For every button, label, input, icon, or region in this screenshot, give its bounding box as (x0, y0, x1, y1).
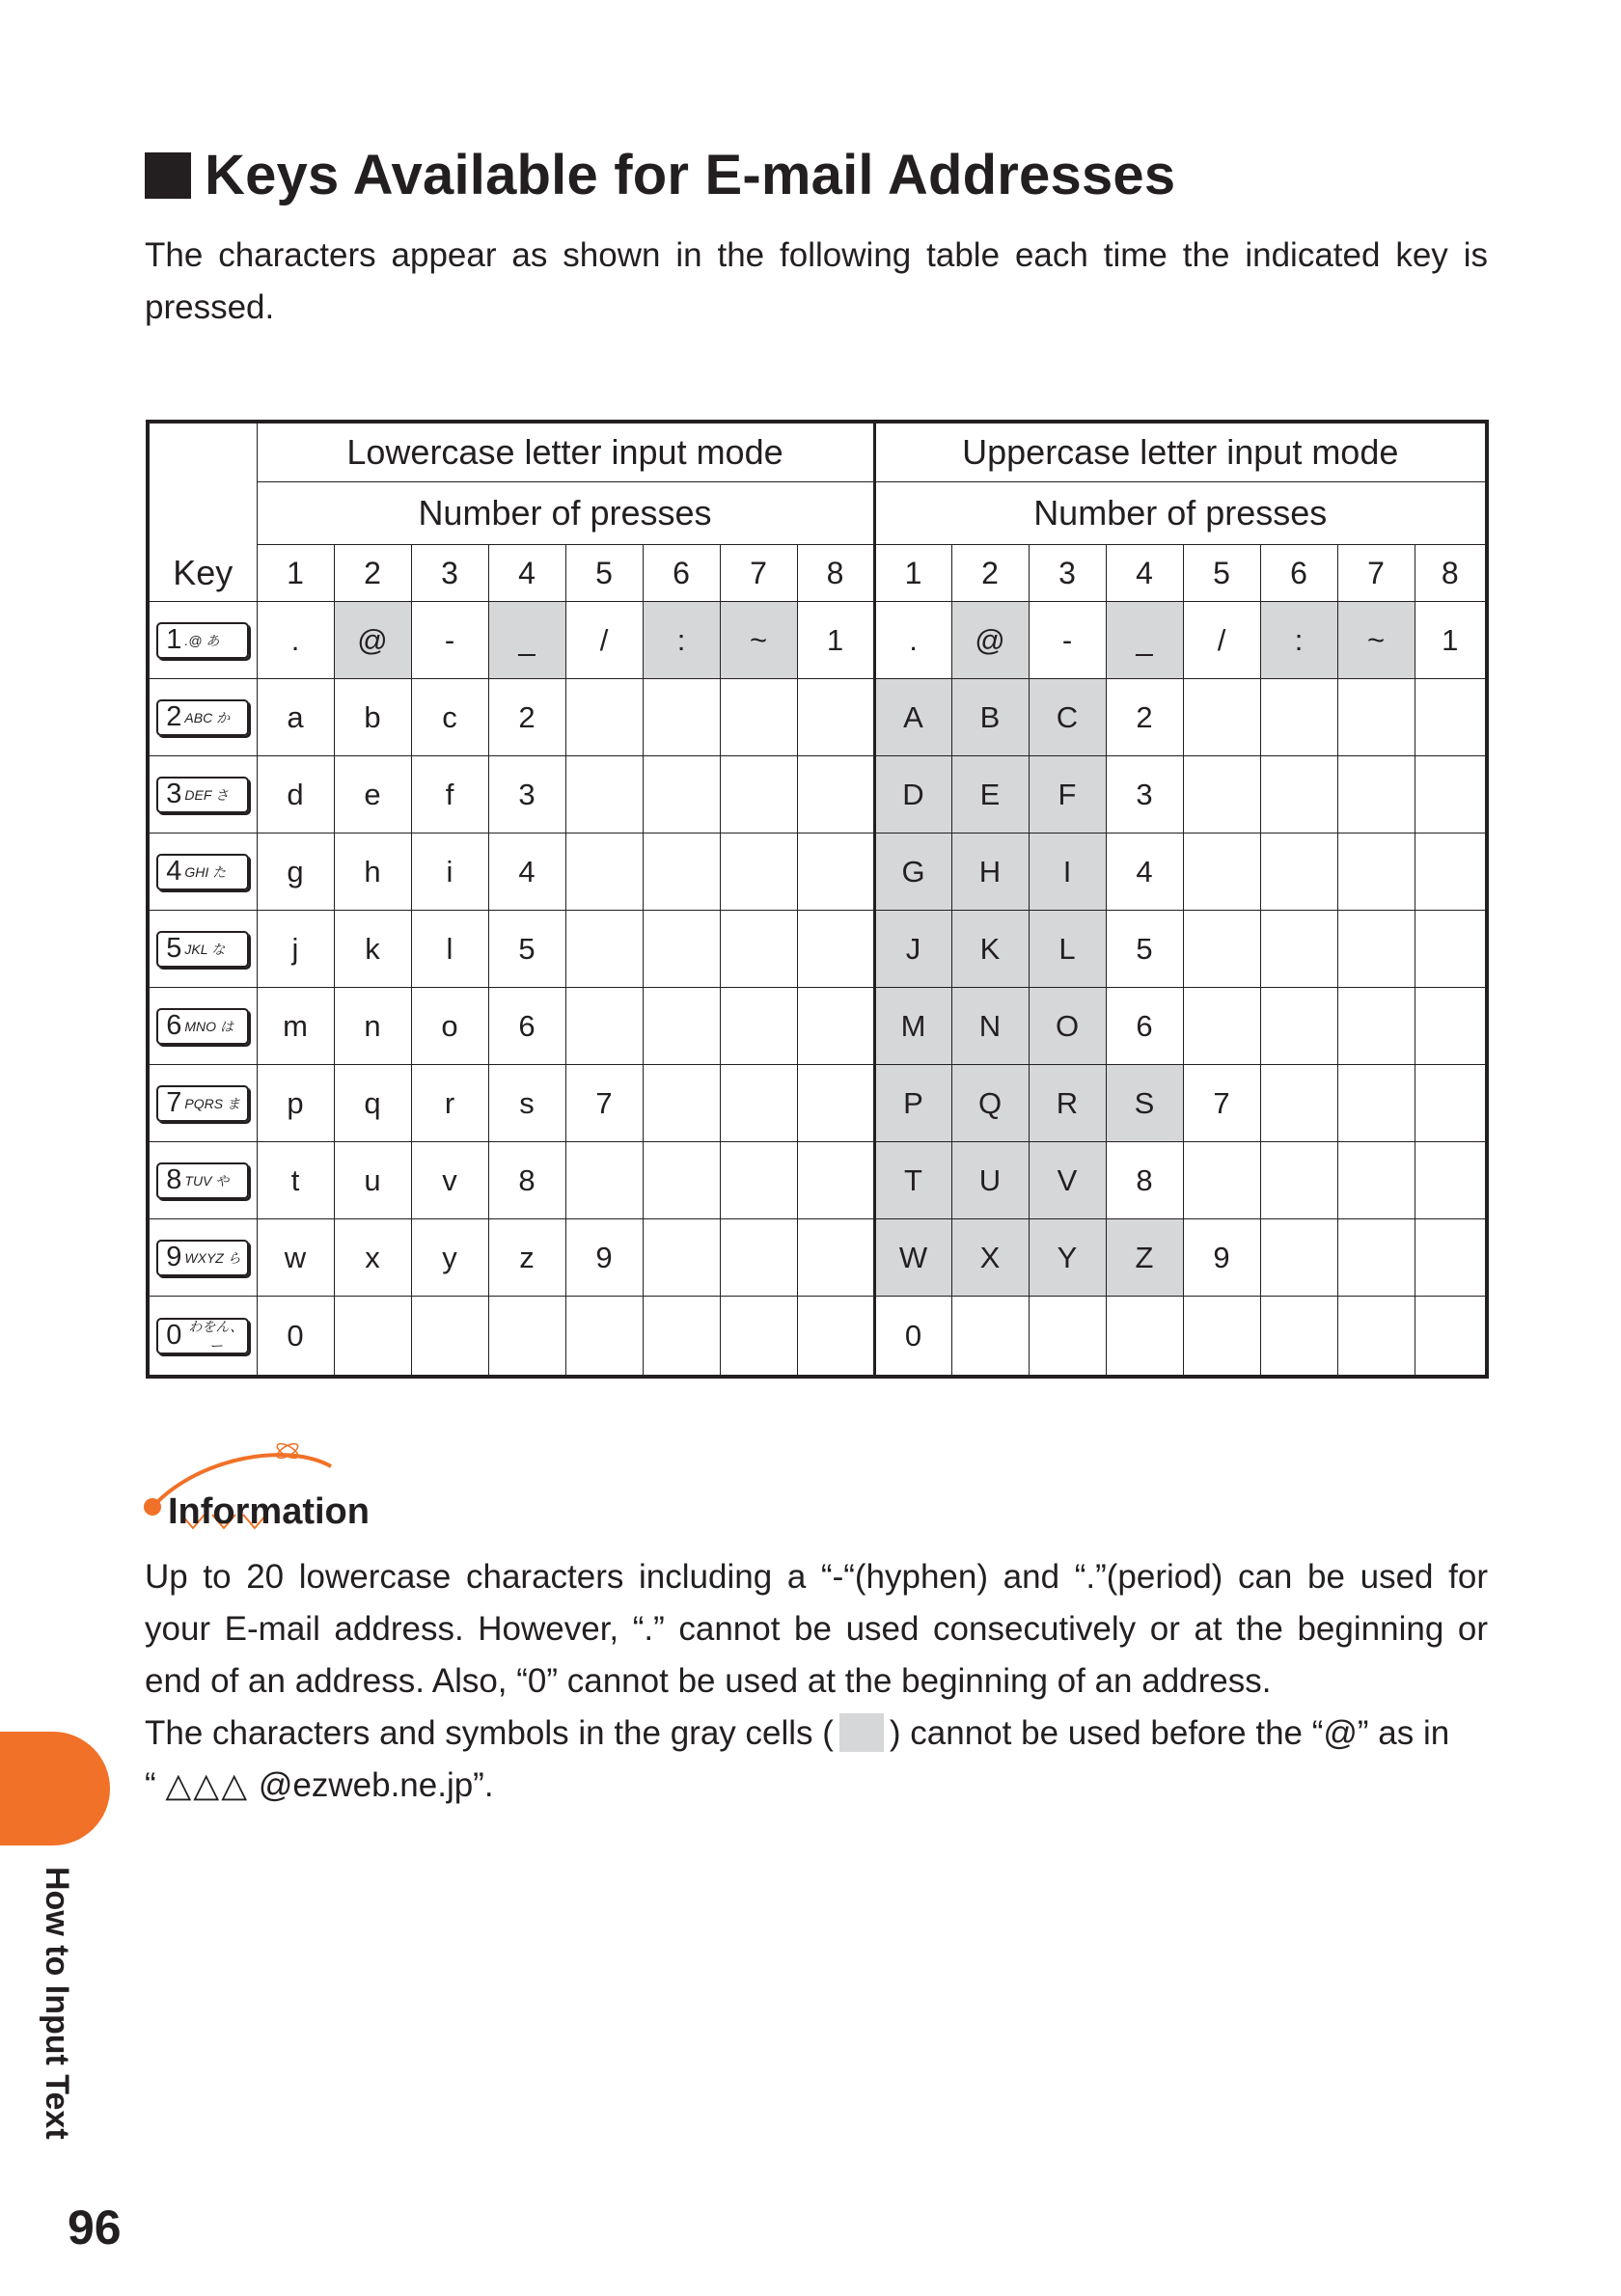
upper-char-cell: ~ (1337, 602, 1415, 679)
lower-char-cell (643, 1065, 720, 1142)
lower-char-cell (720, 988, 797, 1065)
lower-char-cell (565, 756, 643, 834)
upper-char-cell: O (1029, 988, 1106, 1065)
upper-char-cell (1415, 1065, 1487, 1142)
information-text-after-swatch: ) cannot be used before the “@” as in (889, 1714, 1450, 1752)
upper-char-cell (1183, 679, 1260, 756)
upper-press-1: 1 (874, 545, 951, 602)
upper-char-cell (1415, 834, 1487, 911)
lower-char-cell: 6 (488, 988, 565, 1065)
upper-char-cell: W (874, 1219, 951, 1297)
lower-char-cell: d (257, 756, 334, 834)
upper-char-cell: P (874, 1065, 951, 1142)
lower-char-cell (488, 1297, 565, 1378)
upper-char-cell (1183, 911, 1260, 988)
upper-char-cell: 5 (1106, 911, 1183, 988)
lower-char-cell (643, 1219, 720, 1297)
lower-char-cell (720, 1297, 797, 1378)
title-square-icon (145, 152, 191, 199)
lower-char-cell: g (257, 834, 334, 911)
lower-char-cell: 7 (565, 1065, 643, 1142)
key-cell (148, 1065, 257, 1142)
upper-char-cell (1183, 834, 1260, 911)
lowercase-presses-header: Number of presses (257, 482, 874, 545)
lower-char-cell: f (411, 756, 488, 834)
upper-char-cell: 2 (1106, 679, 1183, 756)
upper-char-cell: Z (1106, 1219, 1183, 1297)
lower-char-cell (643, 834, 720, 911)
lower-char-cell (334, 1297, 411, 1378)
lower-char-cell (643, 988, 720, 1065)
key-cell (148, 988, 257, 1065)
lower-char-cell (643, 756, 720, 834)
key-sub-label: MNO は (184, 1018, 234, 1034)
lower-char-cell (797, 988, 874, 1065)
lower-char-cell (411, 1297, 488, 1378)
key-character-table (146, 420, 1489, 1379)
lower-char-cell: p (257, 1065, 334, 1142)
information-paragraph-3 (145, 1760, 1488, 1812)
upper-press-5: 5 (1183, 545, 1260, 602)
upper-char-cell: V (1029, 1142, 1106, 1219)
upper-char-cell (1260, 911, 1337, 988)
lower-char-cell: : (643, 602, 720, 679)
page-title-text: Keys Available for E-mail Addresses (205, 144, 1176, 206)
lower-char-cell: t (257, 1142, 334, 1219)
lower-char-cell (797, 679, 874, 756)
uppercase-mode-header: Uppercase letter input mode (874, 422, 1487, 482)
upper-char-cell: L (1029, 911, 1106, 988)
upper-char-cell (1260, 1297, 1337, 1378)
lower-char-cell (565, 911, 643, 988)
lower-char-cell: 9 (565, 1219, 643, 1297)
lower-press-5: 5 (565, 545, 643, 602)
lower-char-cell (797, 1219, 874, 1297)
upper-char-cell (1260, 679, 1337, 756)
upper-char-cell (1337, 756, 1415, 834)
key-sub-label: WXYZ ら (184, 1249, 241, 1266)
table-row (148, 1219, 1487, 1297)
lower-char-cell (720, 679, 797, 756)
lower-char-cell: 2 (488, 679, 565, 756)
lower-char-cell (720, 1219, 797, 1297)
upper-char-cell (1260, 988, 1337, 1065)
lower-char-cell: y (411, 1219, 488, 1297)
upper-char-cell: U (951, 1142, 1029, 1219)
lower-char-cell (720, 756, 797, 834)
triangle-placeholder: △△△ (165, 1766, 250, 1804)
lower-char-cell: s (488, 1065, 565, 1142)
upper-char-cell (1337, 679, 1415, 756)
key-cell (148, 602, 257, 679)
table-row (148, 988, 1487, 1065)
lower-char-cell: m (257, 988, 334, 1065)
upper-char-cell (1260, 1142, 1337, 1219)
upper-press-4: 4 (1106, 545, 1183, 602)
key-2-icon (156, 699, 249, 736)
key-digit: 9 (166, 1242, 182, 1273)
upper-char-cell (1337, 1142, 1415, 1219)
key-sub-label: .@ あ (184, 632, 220, 648)
lower-char-cell (720, 1065, 797, 1142)
key-1-icon (156, 622, 249, 659)
upper-char-cell: J (874, 911, 951, 988)
lower-press-3: 3 (411, 545, 488, 602)
lower-char-cell: b (334, 679, 411, 756)
key-digit: 5 (166, 933, 182, 965)
upper-char-cell (1337, 1297, 1415, 1378)
lower-press-6: 6 (643, 545, 720, 602)
lower-char-cell: h (334, 834, 411, 911)
key-header: Key (148, 422, 257, 602)
lower-char-cell: i (411, 834, 488, 911)
upper-press-2: 2 (951, 545, 1029, 602)
upper-char-cell: G (874, 834, 951, 911)
upper-char-cell: 6 (1106, 988, 1183, 1065)
upper-char-cell: K (951, 911, 1029, 988)
key-digit: 7 (166, 1087, 182, 1119)
lower-char-cell: j (257, 911, 334, 988)
lower-char-cell: a (257, 679, 334, 756)
table-row (148, 602, 1487, 679)
upper-char-cell: 9 (1183, 1219, 1260, 1297)
lower-char-cell: v (411, 1142, 488, 1219)
lower-char-cell: l (411, 911, 488, 988)
key-4-icon (156, 854, 249, 890)
section-label: How to Input Text (39, 1867, 75, 2140)
key-cell (148, 679, 257, 756)
upper-char-cell (1260, 1219, 1337, 1297)
key-sub-label: DEF さ (184, 786, 230, 803)
upper-char-cell (1337, 1065, 1415, 1142)
lower-char-cell: w (257, 1219, 334, 1297)
table-row (148, 1297, 1487, 1378)
key-cell (148, 756, 257, 834)
lower-char-cell: 5 (488, 911, 565, 988)
upper-char-cell (1337, 834, 1415, 911)
upper-press-3: 3 (1029, 545, 1106, 602)
key-digit: 1 (166, 624, 182, 656)
lower-char-cell (797, 911, 874, 988)
lower-char-cell (565, 834, 643, 911)
lower-char-cell: q (334, 1065, 411, 1142)
upper-char-cell (951, 1297, 1029, 1378)
upper-char-cell: Y (1029, 1219, 1106, 1297)
table-row (148, 834, 1487, 911)
lower-char-cell (565, 1142, 643, 1219)
lower-char-cell (565, 1297, 643, 1378)
lower-char-cell (565, 679, 643, 756)
upper-char-cell: F (1029, 756, 1106, 834)
upper-char-cell: . (874, 602, 951, 679)
information-label: Information (168, 1491, 370, 1532)
lower-char-cell (797, 1142, 874, 1219)
key-digit: 4 (166, 856, 182, 888)
lower-press-7: 7 (720, 545, 797, 602)
key-digit: 2 (166, 701, 182, 733)
key-sub-label: TUV や (184, 1172, 230, 1189)
lower-char-cell: 4 (488, 834, 565, 911)
upper-char-cell (1337, 1219, 1415, 1297)
upper-char-cell: _ (1106, 602, 1183, 679)
lower-char-cell: x (334, 1219, 411, 1297)
upper-char-cell (1106, 1297, 1183, 1378)
lower-char-cell: 8 (488, 1142, 565, 1219)
lower-char-cell (720, 834, 797, 911)
lower-press-1: 1 (257, 545, 334, 602)
key-sub-label: わをん、ー (188, 1318, 244, 1353)
upper-char-cell: @ (951, 602, 1029, 679)
lower-press-2: 2 (334, 545, 411, 602)
lower-char-cell (643, 911, 720, 988)
key-0-icon (156, 1318, 249, 1354)
upper-char-cell: : (1260, 602, 1337, 679)
key-6-icon (156, 1008, 249, 1045)
lower-char-cell: c (411, 679, 488, 756)
lower-char-cell (720, 911, 797, 988)
lower-char-cell (797, 1297, 874, 1378)
key-9-icon (156, 1240, 249, 1276)
upper-char-cell (1415, 988, 1487, 1065)
page-number: 96 (68, 2200, 122, 2255)
lower-char-cell: n (334, 988, 411, 1065)
key-3-icon (156, 777, 249, 813)
upper-char-cell (1183, 988, 1260, 1065)
key-cell (148, 1219, 257, 1297)
key-cell (148, 911, 257, 988)
upper-char-cell (1415, 756, 1487, 834)
upper-char-cell: C (1029, 679, 1106, 756)
key-digit: 6 (166, 1010, 182, 1042)
lower-char-cell (643, 1297, 720, 1378)
page-title (145, 143, 1175, 207)
key-digit: 3 (166, 779, 182, 810)
upper-char-cell: E (951, 756, 1029, 834)
upper-char-cell: X (951, 1219, 1029, 1297)
key-sub-label: ABC か (184, 709, 231, 725)
information-body (145, 1551, 1488, 1812)
upper-char-cell: - (1029, 602, 1106, 679)
lower-char-cell: - (411, 602, 488, 679)
upper-char-cell (1415, 679, 1487, 756)
upper-char-cell: B (951, 679, 1029, 756)
lower-char-cell: / (565, 602, 643, 679)
lower-char-cell: 1 (797, 602, 874, 679)
upper-char-cell (1260, 756, 1337, 834)
upper-char-cell: 4 (1106, 834, 1183, 911)
lower-char-cell: . (257, 602, 334, 679)
upper-char-cell: S (1106, 1065, 1183, 1142)
key-sub-label: JKL な (184, 941, 226, 957)
upper-press-7: 7 (1337, 545, 1415, 602)
lower-char-cell (797, 756, 874, 834)
lower-char-cell: _ (488, 602, 565, 679)
key-5-icon (156, 931, 249, 968)
lower-char-cell: e (334, 756, 411, 834)
upper-char-cell (1260, 834, 1337, 911)
upper-char-cell: N (951, 988, 1029, 1065)
key-8-icon (156, 1162, 249, 1199)
information-paragraph-1: Up to 20 lowercase characters including a “-“(hyphen) and “.”(period) can be used for your E-mail address. However, “.” cannot be used consecutively or at the beginning or end of an address. Also, “0” cannot be used at the beginning of an address. (145, 1558, 1488, 1700)
lower-char-cell (720, 1142, 797, 1219)
lower-char-cell: r (411, 1065, 488, 1142)
upper-press-6: 6 (1260, 545, 1337, 602)
upper-char-cell (1415, 911, 1487, 988)
key-digit: 8 (166, 1164, 182, 1196)
upper-char-cell (1337, 988, 1415, 1065)
key-sub-label: PQRS ま (184, 1095, 240, 1111)
table-row (148, 1142, 1487, 1219)
upper-char-cell (1415, 1219, 1487, 1297)
upper-char-cell: I (1029, 834, 1106, 911)
key-digit: 0 (166, 1320, 182, 1352)
upper-char-cell (1183, 1297, 1260, 1378)
lower-char-cell: z (488, 1219, 565, 1297)
upper-char-cell: H (951, 834, 1029, 911)
upper-char-cell: 7 (1183, 1065, 1260, 1142)
information-paragraph-2 (145, 1708, 1488, 1760)
lower-char-cell: @ (334, 602, 411, 679)
lower-char-cell: k (334, 911, 411, 988)
upper-char-cell: D (874, 756, 951, 834)
lower-char-cell (797, 834, 874, 911)
lower-char-cell: 0 (257, 1297, 334, 1378)
lower-char-cell (643, 1142, 720, 1219)
lowercase-mode-header: Lowercase letter input mode (257, 422, 874, 482)
domain-example: @ezweb.ne.jp”. (249, 1766, 494, 1804)
lower-char-cell (643, 679, 720, 756)
information-text-before-swatch: The characters and symbols in the gray cells ( (145, 1714, 834, 1752)
upper-char-cell (1415, 1142, 1487, 1219)
lower-char-cell: o (411, 988, 488, 1065)
lower-press-8: 8 (797, 545, 874, 602)
upper-char-cell (1029, 1297, 1106, 1378)
key-cell (148, 1142, 257, 1219)
lower-char-cell (565, 988, 643, 1065)
uppercase-presses-header: Number of presses (874, 482, 1487, 545)
key-sub-label: GHI た (184, 863, 227, 880)
table-row (148, 911, 1487, 988)
intro-paragraph: The characters appear as shown in the following table each time the indicated key is pressed. (145, 236, 1488, 326)
lower-char-cell: 3 (488, 756, 565, 834)
table-row (148, 1065, 1487, 1142)
upper-char-cell (1415, 1297, 1487, 1378)
upper-char-cell: 3 (1106, 756, 1183, 834)
lower-char-cell (797, 1065, 874, 1142)
lower-char-cell: ~ (720, 602, 797, 679)
upper-char-cell: 0 (874, 1297, 951, 1378)
upper-char-cell: 1 (1415, 602, 1487, 679)
upper-char-cell: / (1183, 602, 1260, 679)
lower-press-4: 4 (488, 545, 565, 602)
upper-char-cell: T (874, 1142, 951, 1219)
gray-cell-swatch (839, 1713, 884, 1752)
upper-char-cell: Q (951, 1065, 1029, 1142)
upper-char-cell (1183, 1142, 1260, 1219)
upper-char-cell (1183, 756, 1260, 834)
key-cell (148, 1297, 257, 1378)
key-7-icon (156, 1085, 249, 1122)
table-row (148, 679, 1487, 756)
upper-char-cell: R (1029, 1065, 1106, 1142)
section-tab (0, 1732, 110, 1845)
key-cell (148, 834, 257, 911)
upper-char-cell: A (874, 679, 951, 756)
upper-press-8: 8 (1415, 545, 1487, 602)
table-row (148, 756, 1487, 834)
upper-char-cell (1337, 911, 1415, 988)
upper-char-cell: 8 (1106, 1142, 1183, 1219)
lower-char-cell: u (334, 1142, 411, 1219)
upper-char-cell (1260, 1065, 1337, 1142)
quote-open: “ (145, 1766, 166, 1804)
upper-char-cell: M (874, 988, 951, 1065)
